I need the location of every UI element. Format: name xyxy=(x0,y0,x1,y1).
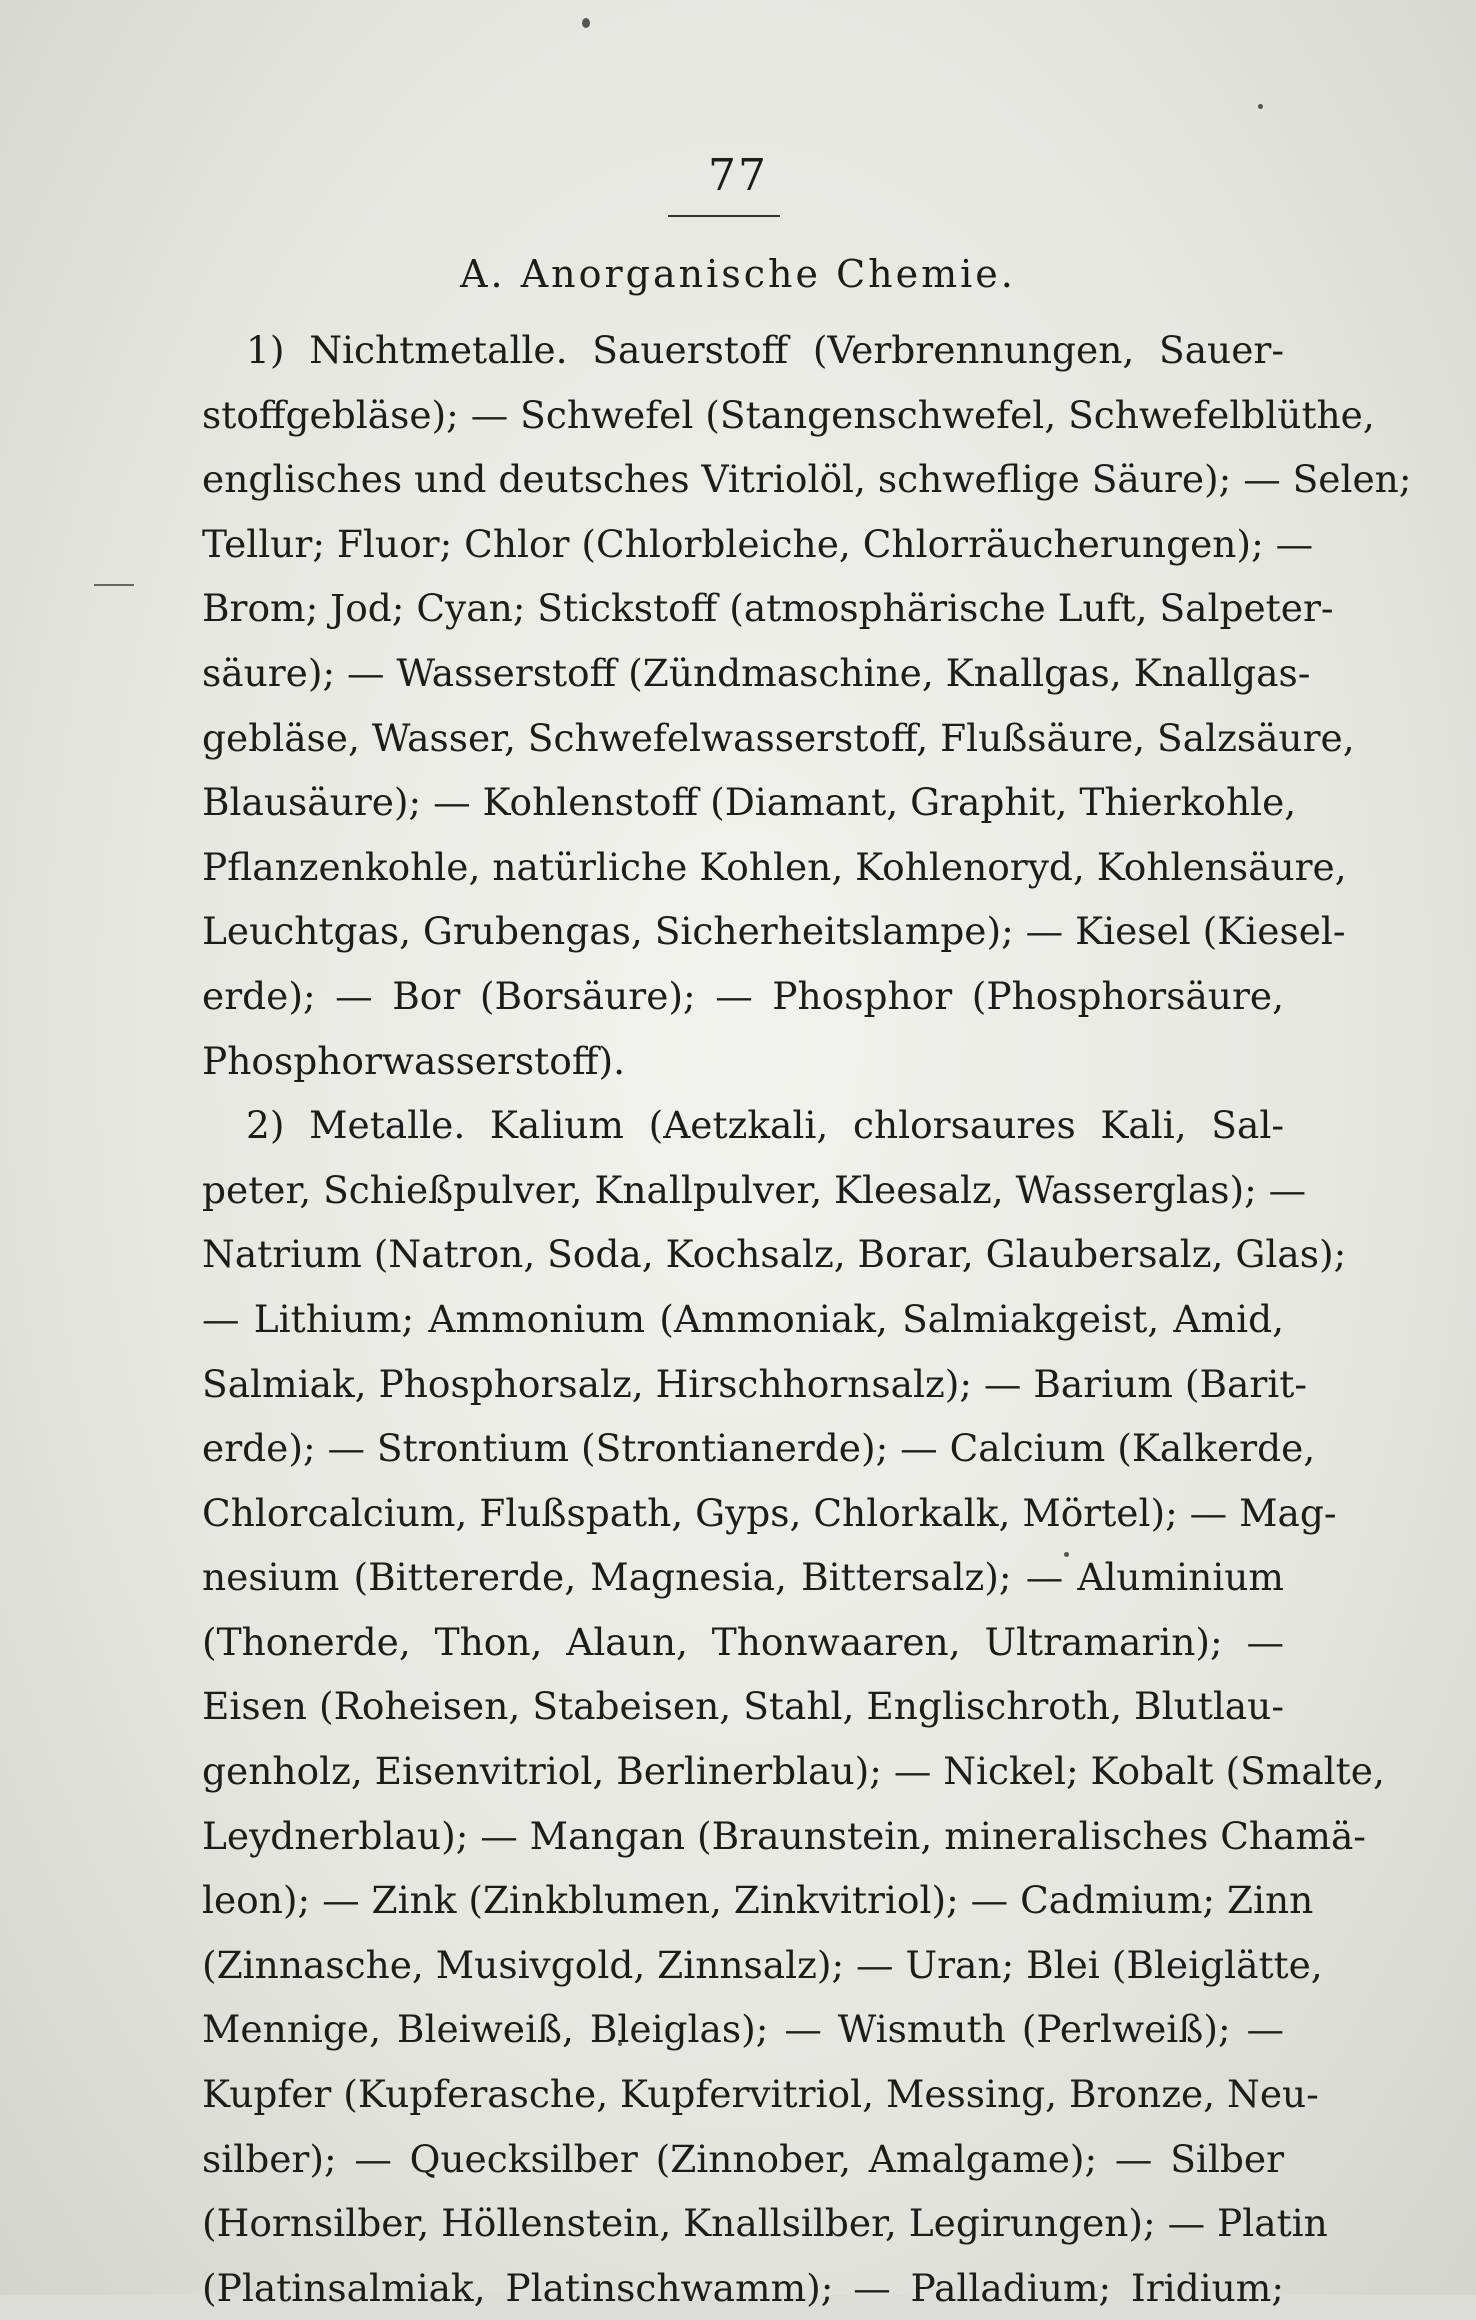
text-line: genholz, Eisenvitriol, Berlinerblau); — Nickel; Kobalt (Smalte, xyxy=(202,1749,1385,1794)
text-line: (Zinnasche, Musivgold, Zinnsalz); — Uran; Blei (Bleiglätte, xyxy=(202,1942,1323,1987)
text-line: (Hornsilber, Höllenstein, Knallsilber, Legirungen); — Platin xyxy=(202,2201,1328,2246)
text-line: Mennige, Bleiweiß, Bleiglas); — Wismuth (Perlweiß); — xyxy=(202,2007,1284,2052)
text-line: Leuchtgas, Grubengas, Sicherheitslampe); — Kiesel (Kiesel- xyxy=(202,909,1346,954)
text-line: (Thonerde, Thon, Alaun, Thonwaaren, Ultramarin); — xyxy=(202,1619,1284,1664)
text-line: (Platinsalmiak, Platinschwamm); — Palladium; Iridium; xyxy=(202,2265,1284,2310)
page-number-rule xyxy=(668,215,780,217)
text-line: Blausäure); — Kohlenstoff (Diamant, Graphit, Thierkohle, xyxy=(202,780,1297,825)
text-line: Kupfer (Kupferasche, Kupfervitriol, Messing, Bronze, Neu- xyxy=(202,2072,1319,2117)
page-number: 77 xyxy=(708,150,768,201)
text-line: Natrium (Natron, Soda, Kochsalz, Borar, Glaubersalz, Glas); xyxy=(202,1232,1347,1277)
text-line: peter, Schießpulver, Knallpulver, Kleesalz, Wasserglas); — xyxy=(202,1167,1307,1212)
text-line: Chlorcalcium, Flußspath, Gyps, Chlorkalk, Mörtel); — Mag- xyxy=(202,1490,1337,1535)
text-line: Brom; Jod; Cyan; Stickstoff (atmosphärische Luft, Salpeter- xyxy=(202,586,1334,631)
text-line: 2) Metalle. Kalium (Aetzkali, chlorsaures Kali, Sal- xyxy=(246,1103,1284,1148)
text-line: säure); — Wasserstoff (Zündmaschine, Knallgas, Knallgas- xyxy=(202,650,1311,695)
section-heading: A. Anorganische Chemie. xyxy=(460,252,1016,296)
text-line: stoffgebläse); — Schwefel (Stangenschwefel, Schwefelblüthe, xyxy=(202,392,1375,437)
text-line: Tellur; Fluor; Chlor (Chlorbleiche, Chlorräucherungen); — xyxy=(202,521,1314,566)
text-line: leon); — Zink (Zinkblumen, Zinkvitriol); — Cadmium; Zinn xyxy=(202,1878,1314,1923)
text-line: 1) Nichtmetalle. Sauerstoff (Verbrennungen, Sauer- xyxy=(246,328,1284,372)
text-line: gebläse, Wasser, Schwefelwasserstoff, Flußsäure, Salzsäure, xyxy=(202,715,1355,760)
text-line: nesium (Bittererde, Magnesia, Bittersalz); — Aluminium xyxy=(202,1555,1284,1600)
text-line: erde); — Bor (Borsäure); — Phosphor (Phosphorsäure, xyxy=(202,973,1284,1018)
text-line: Leydnerblau); — Mangan (Braunstein, mineralisches Chamä- xyxy=(202,1813,1366,1858)
text-line: englisches und deutsches Vitriolöl, schweflige Säure); — Selen; xyxy=(202,457,1412,502)
print-speck xyxy=(1258,104,1263,109)
text-line: Salmiak, Phosphorsalz, Hirschhornsalz); — Barium (Barit- xyxy=(202,1361,1308,1406)
text-line: silber); — Quecksilber (Zinnober, Amalgame); — Silber xyxy=(202,2136,1284,2181)
text-line: Eisen (Roheisen, Stabeisen, Stahl, Englischroth, Blutlau- xyxy=(202,1684,1284,1729)
margin-mark xyxy=(94,584,134,586)
text-line: Pflanzenkohle, natürliche Kohlen, Kohlenoryd, Kohlensäure, xyxy=(202,844,1347,889)
text-line: Phosphorwasserstoff). xyxy=(202,1038,626,1083)
body-text xyxy=(202,318,1412,2320)
text-line: erde); — Strontium (Strontianerde); — Calcium (Kalkerde, xyxy=(202,1426,1316,1471)
text-line: — Lithium; Ammonium (Ammoniak, Salmiakgeist, Amid, xyxy=(202,1296,1284,1341)
print-speck xyxy=(582,18,590,28)
